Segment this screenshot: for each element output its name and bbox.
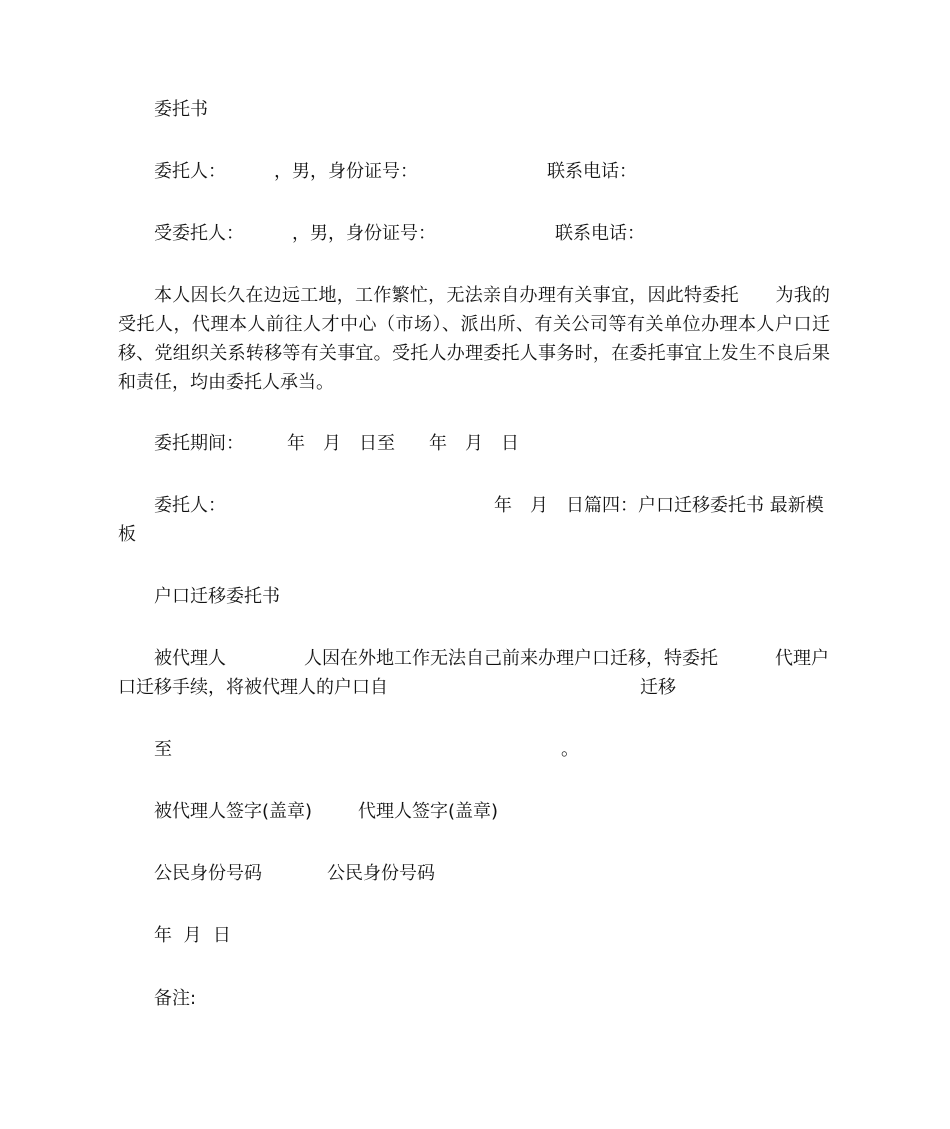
remarks-label: 备注: [154, 988, 197, 1009]
migration-to-line [118, 735, 830, 764]
principal-line [118, 157, 830, 186]
agent-id-label: 公民身份号码 [327, 863, 435, 884]
principal-label: 委托人： [154, 161, 226, 182]
agent-phone-label: 联系电话： [555, 223, 645, 244]
signature-date-heading: 年 月 日篇四：户口迁移委托书 最新模 [494, 495, 824, 516]
period-from: 年 月 日至 [287, 433, 395, 454]
principal-signature-label: 被代理人签字(盖章) [154, 801, 313, 822]
migration-paragraph [118, 644, 830, 702]
document-title [118, 95, 866, 124]
signature-line [118, 491, 830, 549]
subtitle [118, 582, 866, 611]
agent-signature-label: 代理人签字(盖章) [358, 801, 499, 822]
period-to: 年 月 日 [429, 433, 519, 454]
migration-principal-label: 被代理人 [154, 648, 226, 669]
principal-phone-label: 联系电话： [547, 161, 637, 182]
id-numbers-line [118, 859, 830, 888]
agent-line [118, 219, 830, 248]
migration-move-label: 迁移 [640, 677, 676, 698]
principal-gender-id-label: ，男，身份证号： [274, 161, 418, 182]
signature-label: 委托人： [154, 495, 226, 516]
migration-reason: 人因在外地工作无法自己前来办理户口迁移，特委托 [304, 648, 718, 669]
title-text: 委托书 [154, 99, 208, 120]
signature-wrap: 板 [118, 524, 136, 545]
signatures-line [118, 797, 830, 826]
date-line: 年 月 日 [154, 925, 231, 946]
subtitle-text: 户口迁移委托书 [154, 586, 280, 607]
agent-gender-id-label: ，男，身份证号： [292, 223, 436, 244]
remarks-line [118, 984, 866, 1013]
agent-label: 受委托人： [154, 223, 244, 244]
period-label: 委托期间： [154, 433, 244, 454]
period-line [118, 429, 830, 458]
migration-agent-label: 代理户 [775, 648, 829, 669]
migration-from-label: 口迁移手续，将被代理人的户口自 [118, 677, 388, 698]
migration-to-end: 。 [561, 739, 579, 760]
principal-id-label: 公民身份号码 [154, 863, 262, 884]
migration-to-label: 至 [154, 739, 172, 760]
authorization-paragraph: 本人因长久在边远工地，工作繁忙，无法亲自办理有关事宜，因此特委托 为我的受托人，代理本人前往人才中心（市场）、派出所、有关公司等有关单位办理本人户口迁移、党组织关系转移等有关事宜。受托人办理委托人事务时，在委托事宜上发生不良后果和责任，均由委托人承当。 [118, 285, 830, 393]
